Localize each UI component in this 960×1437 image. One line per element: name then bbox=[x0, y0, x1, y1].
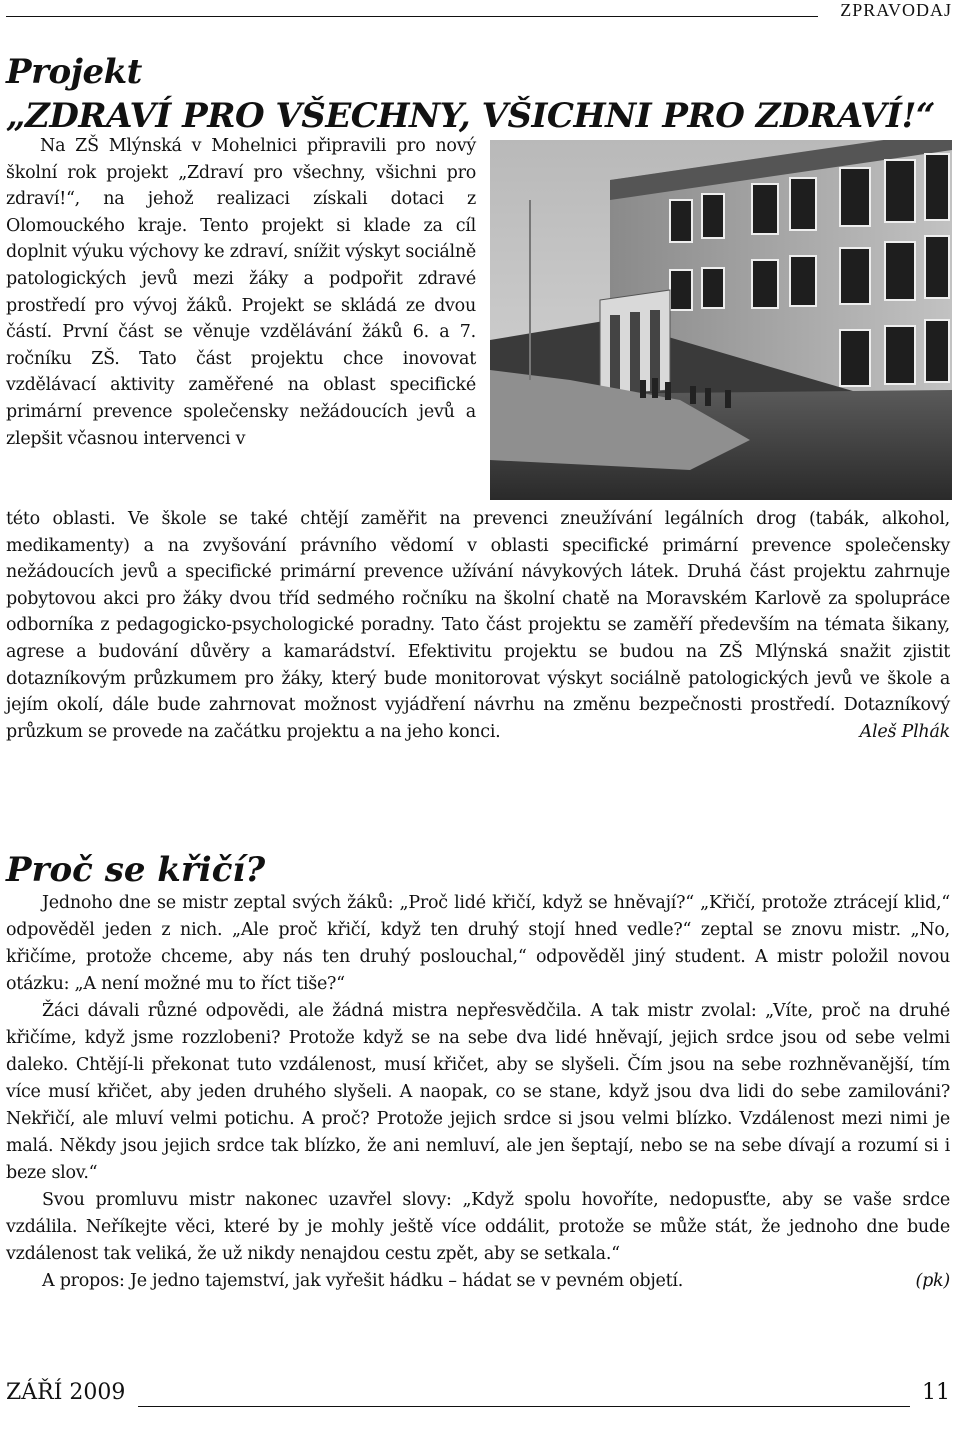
article2-paragraph-last bbox=[6, 1268, 950, 1295]
header-rule bbox=[6, 16, 818, 17]
article2-paragraph-last-text: A propos: Je jedno tajemství, jak vyřešit hádku – hádat se v pevném objetí. bbox=[42, 1271, 684, 1291]
school-building-photo bbox=[490, 140, 952, 500]
footer-page-number: 11 bbox=[922, 1380, 950, 1405]
article-author: Aleš Plhák bbox=[859, 721, 950, 742]
article2-title: Proč se křičí? bbox=[6, 850, 266, 890]
article-title-line1: Projekt bbox=[6, 52, 142, 92]
article2-author: (pk) bbox=[915, 1271, 950, 1291]
article-paragraph-main bbox=[6, 506, 950, 745]
footer-rule bbox=[138, 1406, 910, 1407]
footer-issue-date: ZÁŘÍ 2009 bbox=[6, 1380, 126, 1405]
article2-paragraph: Žáci dávali různé odpovědi, ale žádná mistra nepřesvědčila. A tak mistr zvolal: „Víte, proč na druhé křičíme, když jsme rozzlobeni? Protože když se na sebe dva lidé hněvají, jejich srdce jsou od sebe velmi daleko. Chtějí-li překonat tuto vzdálenost, musí křičet, aby se slyšeli. Čím jsou na sebe rozhněvanější, tím více musí křičet, aby jeden druhého slyšeli. A naopak, co se stane, když jsou dva lidi do sebe zamilováni? Nekřičí, ale mluví velmi potichu. A proč? Protože jejich srdce si jsou velmi blízko. Vzdálenost mezi nimi je malá. Někdy jsou jejich srdce tak blízko, že ani nemluví, ale jen šeptají, nebo se na sebe dívají a rozumí si i beze slov.“ bbox=[6, 1001, 950, 1183]
article-title bbox=[6, 50, 935, 138]
article-title-line2: „ZDRAVÍ PRO VŠECHNY, VŠICHNI PRO ZDRAVÍ!“ bbox=[6, 96, 935, 136]
article-paragraph-main-text: této oblasti. Ve škole se také chtějí zaměřit na prevenci zneužívání legálních drog (tabák, alkohol, medikamenty) a na zvyšování právního vědomí v oblasti specifické primární prevence společensky nežádoucích jevů a specifické primární prevence užívání návykových látek. Druhá část projektu zahrnuje pobytovou akci pro žáky dvou tříd sedmého ročníku na školní chatě na Moravském Karlově za spolupráce odborníka z pedagogicko-psychologické poradny. Tato část projektu se zaměří především na témata šikany, agrese a budování důvěry a kamarádství. Efektivitu projektu se budou na ZŠ Mlýnská snažit zjistit dotazníkovým průzkumem pro žáky, který bude monitorovat výskyt sociálně patologických jevů ve škole a jejím okolí, dále bude zahrnovat možnost vyjádření návrhu na změnu bezpečnosti prostředí. Dotazníkový průzkum se provede na začátku projektu a na jeho konci. bbox=[6, 509, 950, 742]
section-label: ZPRAVODAJ bbox=[840, 0, 952, 20]
article2-paragraph: Jednoho dne se mistr zeptal svých žáků: „Proč lidé křičí, když se hněvají?“ „Křičí, protože ztrácejí klid,“ odpověděl jeden z nich. „Ale proč křičí, když ten druhý stojí hned vedle?“ zeptal se znovu mistr. „No, křičíme, protože chceme, aby nás ten druhý poslouchal,“ odpověděl jiný student. A mistr položil novou otázku: „A není možné mu to říct tiše?“ bbox=[6, 893, 950, 994]
article-paragraph-intro: Na ZŠ Mlýnská v Mohelnici připravili pro nový školní rok projekt „Zdraví pro všechny, všichni pro zdraví!“, na jehož realizaci získali dotaci z Olomouckého kraje. Tento projekt si klade za cíl doplnit výuku výchovy ke zdraví, snížit výskyt sociálně patologických jevů mezi žáky a podpořit zdravé prostředí pro vývoj žáků. Projekt se skládá ze dvou částí. První část se věnuje vzdělávání žáků 6. a 7. ročníku ZŠ. Tato část projektu chce inovovat vzdělávací aktivity zaměřené na oblast specifické primární prevence společensky nežádoucích jevů a zlepšit včasnou intervenci v bbox=[6, 136, 476, 449]
article2-body bbox=[6, 890, 950, 1295]
article2-paragraph: Svou promluvu mistr nakonec uzavřel slovy: „Když spolu hovoříte, nedopusťte, aby se vaše srdce vzdálila. Neříkejte věci, které by je mohly ještě více oddálit, protože se může stát, že jednoho dne bude vzdálenost tak veliká, že už nikdy nenajdou cestu zpět, aby se setkala.“ bbox=[6, 1190, 950, 1264]
